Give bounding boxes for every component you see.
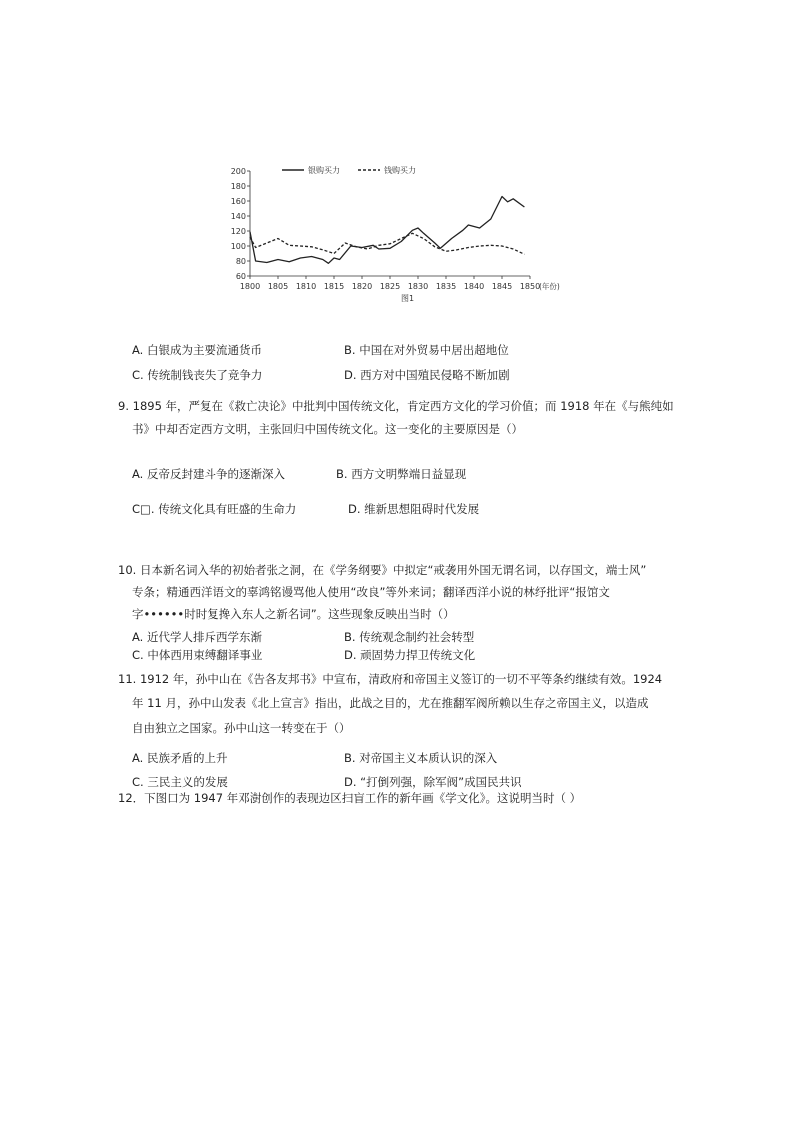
x-tick-label: 1830: [407, 282, 429, 291]
q9-option-a[interactable]: A. 反帝反封建斗争的逐渐深入: [132, 467, 285, 481]
y-tick-label: 100: [230, 242, 246, 251]
y-tick-label: 140: [230, 212, 246, 221]
q10-option-c[interactable]: C. 中体西用束缚翻译事业: [132, 648, 263, 662]
q9-option-c[interactable]: C□. 传统文化具有旺盛的生命力: [132, 502, 297, 516]
series-line-1: [250, 233, 524, 254]
q9-option-b[interactable]: B. 西方文明弊端日益显现: [336, 467, 467, 481]
chart-title: 图1: [401, 294, 415, 303]
q10-option-a[interactable]: A. 近代学人排斥西学东渐: [132, 630, 262, 644]
q8-option-a[interactable]: A. 白银成为主要流通货币: [132, 343, 262, 357]
x-tick-label: 1840: [463, 282, 485, 291]
q10-stem-line1: 10. 日本新名词入华的初始者张之洞，在《学务纲要》中拟定“戒袭用外国无谓名词，以存国文，端士风”: [118, 563, 647, 577]
q9-stem-line2: 书》中却否定西方文明，主张回归中国传统文化。这一变化的主要原因是（）: [132, 422, 523, 436]
y-tick-label: 200: [230, 167, 246, 176]
chart-series: [250, 197, 524, 264]
series-line-0: [250, 197, 524, 264]
q11-stem-line2: 年 11 月，孙中山发表《北上宣言》指出，此战之目的，尤在推翻军阀所赖以生存之帝国主义，以造成: [132, 696, 649, 710]
q8-option-b[interactable]: B. 中国在对外贸易中居出超地位: [344, 343, 509, 357]
q10-option-d[interactable]: D. 顽固势力捍卫传统文化: [344, 648, 476, 662]
q8-option-d[interactable]: D. 西方对中国殖民侵略不断加剧: [344, 368, 510, 382]
q9-stem-line1: 9. 1895 年，严复在《救亡决论》中批判中国传统文化，肯定西方文化的学习价值；而 1918 年在《与熊纯如: [118, 399, 674, 413]
chart-axes: [231, 167, 560, 291]
x-tick-label: 1805: [267, 282, 289, 291]
x-tick-label: 1835: [435, 282, 457, 291]
y-tick-label: 120: [230, 227, 246, 236]
x-tick-label: 1825: [379, 282, 401, 291]
y-tick-label: 160: [230, 197, 246, 206]
chart-legend: [282, 165, 416, 175]
y-tick-label: 60: [235, 272, 246, 281]
x-tick-label: 1850: [519, 282, 541, 291]
q11-option-b[interactable]: B. 对帝国主义本质认识的深入: [344, 751, 498, 765]
q11-stem-line3: 自由独立之国家。孙中山这一转变在于（）: [132, 721, 351, 735]
purchasing-power-chart: [230, 160, 610, 310]
y-tick-label: 80: [235, 257, 246, 266]
q10-stem-line3: 字••••••时时复搀入东人之新名词”。这些现象反映出当时（）: [132, 607, 455, 621]
q11-option-d[interactable]: D. “打倒列强，除军阀”成国民共识: [344, 775, 522, 789]
x-tick-label: 1810: [295, 282, 317, 291]
legend-series-0: 银购买力: [308, 166, 340, 175]
q11-stem-line1: 11. 1912 年，孙中山在《告各友邦书》中宣布，清政府和帝国主义签订的一切不平等条约继续有效。1924: [118, 672, 663, 686]
q8-option-c[interactable]: C. 传统制钱丧失了竞争力: [132, 368, 263, 382]
x-tick-label: 1800: [239, 282, 261, 291]
x-tick-label: 1820: [351, 282, 373, 291]
q9-option-d[interactable]: D. 维新思想阻碍时代发展: [348, 502, 480, 516]
q11-option-c[interactable]: C. 三民主义的发展: [132, 775, 228, 789]
x-tick-label: 1845: [491, 282, 513, 291]
x-axis-label: (年份): [539, 282, 560, 291]
q11-option-a[interactable]: A. 民族矛盾的上升: [132, 751, 228, 765]
x-tick-label: 1815: [323, 282, 345, 291]
y-tick-label: 180: [230, 182, 246, 191]
q10-stem-line2: 专条；精通西洋语文的辜鸿铭谩骂他人使用“改良”等外来词；翻译西洋小说的林纾批评“报馆文: [132, 585, 610, 599]
q10-option-b[interactable]: B. 传统观念制约社会转型: [344, 630, 475, 644]
legend-series-1: 钱购买力: [384, 166, 416, 175]
q12-stem-line1: 12．下图口为 1947 年邓澍创作的表现边区扫盲工作的新年画《学文化》。这说明当时（ ）: [118, 791, 582, 805]
